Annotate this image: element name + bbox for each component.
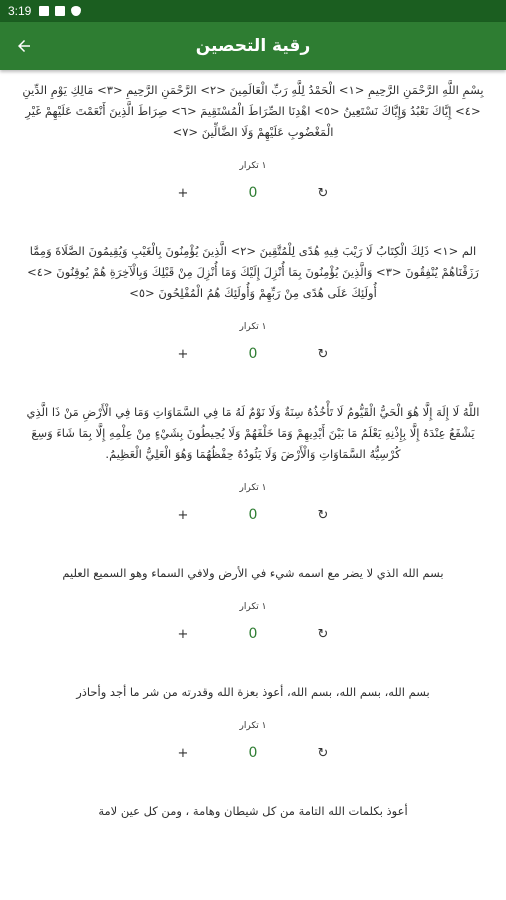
arrow-back-icon[interactable] xyxy=(12,34,36,58)
counter-controls xyxy=(20,626,486,642)
reset-button[interactable]: ↻ xyxy=(317,745,329,761)
counter-controls xyxy=(20,507,486,523)
counter-value: 0 xyxy=(248,346,258,362)
status-time: 3:19 xyxy=(8,4,32,18)
repeat-label: ١ تكرار xyxy=(239,161,267,171)
dhikr-card xyxy=(0,553,506,642)
repeat-label: ١ تكرار xyxy=(239,721,267,731)
dhikr-text: بسم الله، بسم الله، بسم الله، أعوذ بعزة الله وقدرته من شر ما أجد وأحاذر xyxy=(76,685,430,699)
dhikr-text: اللَّهُ لَا إِلَهَ إِلَّا هُوَ الْحَيُّ الْقَيُّومُ لَا تَأْخُذُهُ سِنَةٌ وَلَا نَوْمٌ لَهُ مَا فِي السَّمَاوَاتِ وَمَا فِي الْأَرْضِ مَنْ ذَا الَّذِي يَشْفَعُ عِنْدَهُ إِلَّا بِإِذْنِهِ يَعْلَمُ مَا بَيْنَ أَيْدِيهِمْ وَمَا خَلْفَهُمْ وَلَا يُحِيطُونَ بِشَيْءٍ مِنْ عِلْمِهِ إِلَّا بِمَا شَاءَ وَسِعَ كُرْسِيُّهُ السَّمَاوَاتِ وَالْأَرْضَ وَلَا يَئُودُهُ حِفْظُهُمَا وَهُوَ الْعَلِيُّ الْعَظِيمُ. xyxy=(26,405,480,461)
counter-value: 0 xyxy=(248,745,258,761)
dhikr-text: بسم الله الذي لا يضر مع اسمه شيء في الأرض ولافي السماء وهو السميع العليم xyxy=(62,566,444,580)
app-bar xyxy=(0,22,506,70)
dhikr-card xyxy=(0,791,506,822)
add-button[interactable]: + xyxy=(177,185,189,201)
counter-controls xyxy=(20,745,486,761)
reset-button[interactable]: ↻ xyxy=(317,346,329,362)
counter-controls xyxy=(20,346,486,362)
dhikr-text: أعوذ بكلمات الله التامة من كل شيطان وهامة ، ومن كل عين لامة xyxy=(98,804,408,818)
repeat-label: ١ تكرار xyxy=(239,483,267,493)
status-bar xyxy=(0,0,506,22)
adhkar-list[interactable] xyxy=(0,70,506,900)
reset-button[interactable]: ↻ xyxy=(317,507,329,523)
notification-icon xyxy=(39,6,49,16)
dhikr-text: بِسْمِ اللَّهِ الرَّحْمَنِ الرَّحِيمِ <١> الْحَمْدُ لِلَّهِ رَبِّ الْعَالَمِينَ <٢> الرَّحْمَنِ الرَّحِيمِ <٣> مَالِكِ يَوْمِ الدِّينِ <٤> إِيَّاكَ نَعْبُدُ وَإِيَّاكَ نَسْتَعِينُ <٥> اهْدِنَا الصِّرَاطَ الْمُسْتَقِيمَ <٦> صِرَاطَ الَّذِينَ أَنْعَمْتَ عَلَيْهِمْ غَيْرِ الْمَغْضُوبِ عَلَيْهِمْ وَلَا الضَّالِّينَ <٧> xyxy=(22,83,484,139)
repeat-label: ١ تكرار xyxy=(239,602,267,612)
shield-icon xyxy=(71,6,81,16)
counter-value: 0 xyxy=(248,185,258,201)
repeat-label: ١ تكرار xyxy=(239,322,267,332)
dhikr-card xyxy=(0,231,506,362)
counter-value: 0 xyxy=(248,507,258,523)
reset-button[interactable]: ↻ xyxy=(317,626,329,642)
add-button[interactable]: + xyxy=(177,507,189,523)
page-title: رقية التحصين xyxy=(195,36,311,56)
add-button[interactable]: + xyxy=(177,745,189,761)
reset-button[interactable]: ↻ xyxy=(317,185,329,201)
dhikr-card xyxy=(0,392,506,523)
counter-value: 0 xyxy=(248,626,258,642)
dhikr-text: الم <١> ذَلِكَ الْكِتَابُ لَا رَيْبَ فِيهِ هُدًى لِلْمُتَّقِينَ <٢> الَّذِينَ يُؤْمِنُونَ بِالْغَيْبِ وَيُقِيمُونَ الصَّلَاةَ وَمِمَّا رَزَقْنَاهُمْ يُنْفِقُونَ <٣> وَالَّذِينَ يُؤْمِنُونَ بِمَا أُنْزِلَ إِلَيْكَ وَمَا أُنْزِلَ مِنْ قَبْلِكَ وَبِالْآخِرَةِ هُمْ يُوقِنُونَ <٤> أُولَئِكَ عَلَى هُدًى مِنْ رَبِّهِمْ وَأُولَئِكَ هُمُ الْمُفْلِحُونَ <٥> xyxy=(27,244,479,300)
counter-controls xyxy=(20,185,486,201)
add-button[interactable]: + xyxy=(177,626,189,642)
dhikr-card xyxy=(0,672,506,761)
add-button[interactable]: + xyxy=(177,346,189,362)
image-icon xyxy=(55,6,65,16)
dhikr-card xyxy=(0,70,506,201)
